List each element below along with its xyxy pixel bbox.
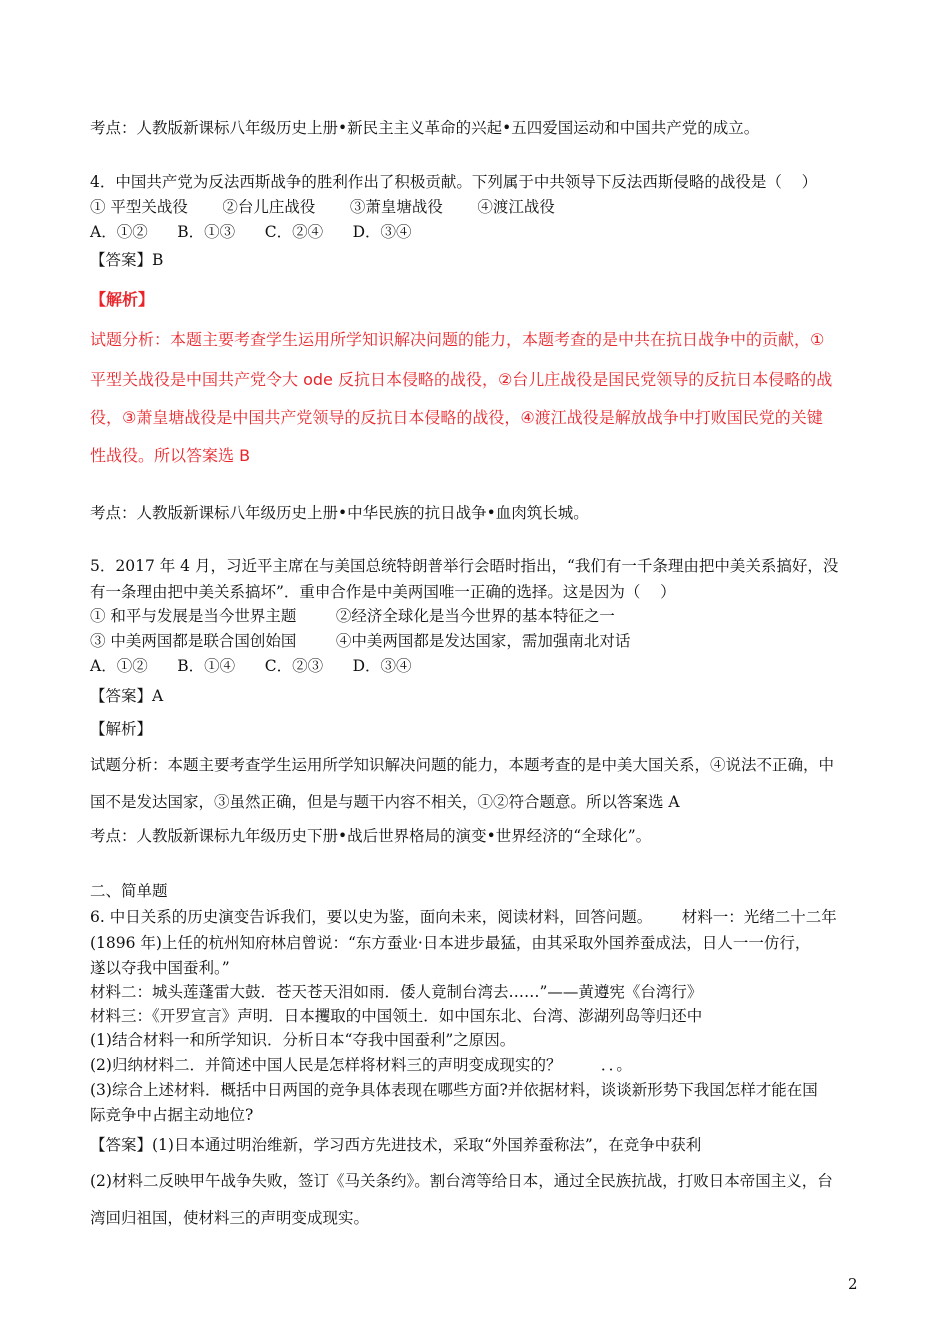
q4-analysis-line: 试题分析：本题主要考查学生运用所学知识解决问题的能力，本题考查的是中共在抗日战争中的贡献，①	[90, 330, 825, 349]
q6-answer-line: (2)材料二反映甲午战争失败，签订《马关条约》。割台湾等给日本，通过全民族抗战，打败日本帝国主义，台	[90, 1172, 833, 1190]
q5-stem-line: 5．2017 年 4 月，习近平主席在与美国总统特朗普举行会晤时指出，“我们有一千条理由把中美关系搞好，没	[90, 557, 839, 575]
q6-line: 材料二：城头莲蓬雷大鼓．苍天苍天泪如雨．倭人竟制台湾去……”——黄遵宪《台湾行》	[90, 983, 703, 1001]
page-number: 2	[848, 1275, 858, 1293]
q5-analysis-line: 国不是发达国家，③虽然正确，但是与题干内容不相关，①②符合题意。所以答案选 A	[90, 793, 680, 811]
q4-analysis-line: 性战役。所以答案选 B	[90, 446, 251, 465]
q6-line: (2)归纳材料二．并简述中国人民是怎样将材料三的声明变成现实的？ ．．。	[90, 1056, 632, 1074]
q6-line: 际竞争中占据主动地位?	[90, 1106, 254, 1124]
q6-answer: 【答案】(1)日本通过明治维新，学习西方先进技术，采取“外国养蚕称法”，在竞争中获利	[90, 1136, 702, 1154]
q5-stem-line: 有一条理由把中美关系搞坏”．重申合作是中美两国唯一正确的选择。这是因为（ ）	[90, 583, 676, 601]
q6-line: (1896 年)上任的杭州知府林启曾说：“东方蚕业·日本进步最猛，由其采取外国养蚕成法，日人一一仿行，	[90, 934, 811, 952]
q4-analysis-line: 役，③萧皇塘战役是中国共产党领导的反抗日本侵略的战役，④渡江战役是解放战争中打败国民党的关键	[90, 408, 823, 427]
q6-line: 6. 中日关系的历史演变告诉我们，要以史为鉴，面向未来，阅读材料，回答问题。 材料一：光绪二十二年	[90, 908, 837, 926]
q5-options-line: ③ 中美两国都是联合国创始国 ④中美两国都是发达国家，需加强南北对话	[90, 632, 631, 650]
q4-answer: 【答案】B	[90, 251, 164, 269]
q5-options-line: ① 和平与发展是当今世界主题 ②经济全球化是当今世界的基本特征之一	[90, 607, 615, 625]
q5-analysis-line: 试题分析：本题主要考查学生运用所学知识解决问题的能力，本题考查的是中美大国关系，④说法不正确，中	[90, 756, 835, 774]
q5-kaodian: 考点：人教版新课标九年级历史下册•战后世界格局的演变•世界经济的“全球化”。	[90, 827, 652, 845]
q6-line: 材料三：《开罗宣言》声明．日本攫取的中国领土．如中国东北、台湾、澎湖列岛等归还中	[90, 1007, 703, 1025]
q4-analysis-line: 平型关战役是中国共产党令大 ode 反抗日本侵略的战役，②台儿庄战役是国民党领导的反抗日本侵略的战	[90, 370, 833, 389]
q4-options: ① 平型关战役 ②台儿庄战役 ③萧皇塘战役 ④渡江战役	[90, 198, 555, 216]
q5-answer: 【答案】A	[90, 687, 164, 705]
q4-analysis-title: 【解析】	[90, 290, 155, 309]
q4-kaodian: 考点：人教版新课标八年级历史上册•中华民族的抗日战争•血肉筑长城。	[90, 504, 589, 522]
q4-choices: A．①② B．①③ C．②④ D．③④	[90, 223, 412, 241]
q6-answer-line: 湾回归祖国，使材料三的声明变成现实。	[90, 1209, 370, 1227]
q5-analysis-title: 【解析】	[90, 720, 153, 738]
q4-stem: 4．中国共产党为反法西斯战争的胜利作出了积极贡献。下列属于中共领导下反法西斯侵略的战役是（ ）	[90, 173, 818, 191]
q6-line: 遂以夺我中国蚕利。”	[90, 959, 230, 977]
q6-line: (1)结合材料一和所学知识．分析日本“夺我中国蚕利”之原因。	[90, 1031, 516, 1049]
q5-choices: A．①② B．①④ C．②③ D．③④	[90, 657, 412, 675]
q3-kaodian: 考点：人教版新课标八年级历史上册•新民主主义革命的兴起•五四爱国运动和中国共产党的成立。	[90, 119, 760, 137]
section-heading: 二、简单题	[90, 882, 168, 900]
q6-line: (3)综合上述材料．概括中日两国的竞争具体表现在哪些方面?并依据材料，谈谈新形势下我国怎样才能在国	[90, 1081, 818, 1099]
